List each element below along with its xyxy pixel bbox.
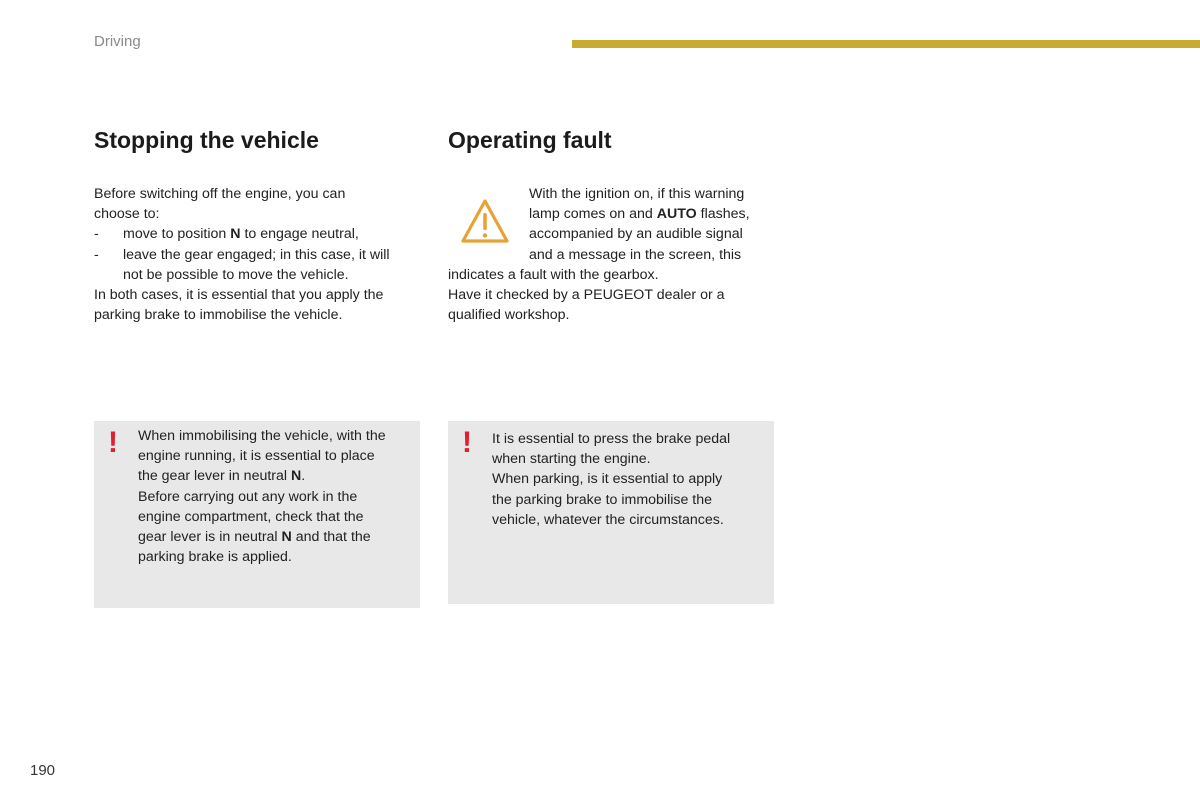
gear-position: N: [291, 468, 302, 485]
outro-line: In both cases, it is essential that you apply the: [94, 287, 384, 304]
warning-note-text: [492, 429, 772, 530]
body-text-part: lamp comes on and: [529, 206, 657, 223]
warning-triangle-icon: [460, 197, 510, 245]
body-line: With the ignition on, if this warning: [529, 186, 745, 202]
body-line: and a message in the screen, this: [529, 246, 742, 263]
body-text-part: flashes,: [696, 206, 750, 223]
gear-position: N: [230, 226, 241, 243]
page-number: 190: [30, 762, 56, 779]
stopping-vehicle-heading: Stopping the vehicle: [94, 127, 319, 153]
header-accent-rule: [572, 40, 1200, 48]
note-line: [138, 527, 418, 547]
body-line: qualified workshop.: [448, 307, 570, 324]
note-line: Before carrying out any work in the: [138, 488, 358, 505]
list-item: [94, 245, 424, 285]
note-text-part: .: [301, 468, 306, 485]
body-line: indicates a fault with the gearbox.: [448, 267, 659, 283]
body-line: [529, 204, 779, 224]
note-line: When parking, is it essential to apply: [492, 471, 723, 488]
gear-position: N: [281, 529, 292, 546]
intro-line: Before switching off the engine, you can: [94, 186, 346, 202]
note-line: engine compartment, check that the: [138, 508, 364, 525]
list-item-text: to engage neutral,: [240, 226, 359, 243]
bullet-dash: -: [94, 226, 99, 243]
list-item-text: not be possible to move the vehicle.: [123, 266, 349, 283]
note-line: parking brake is applied.: [138, 549, 292, 566]
body-line: Have it checked by a PEUGEOT dealer or a: [448, 287, 725, 304]
list-item: [94, 224, 424, 244]
note-line: vehicle, whatever the circumstances.: [492, 511, 724, 528]
note-line: When immobilising the vehicle, with the: [138, 428, 386, 444]
note-line: [138, 466, 418, 486]
note-line: when starting the engine.: [492, 451, 651, 468]
exclamation-icon: !: [108, 426, 118, 459]
body-line: accompanied by an audible signal: [529, 226, 743, 243]
note-text-part: the gear lever in neutral: [138, 468, 292, 485]
exclamation-icon: !: [462, 426, 472, 459]
warning-note-text: [138, 426, 418, 567]
outro-line: parking brake to immobilise the vehicle.: [94, 307, 343, 324]
auto-label: AUTO: [656, 206, 697, 223]
note-text-part: gear lever is in neutral: [138, 529, 282, 546]
operating-fault-heading: Operating fault: [448, 127, 612, 153]
operating-fault-body: [448, 265, 778, 326]
intro-line: choose to:: [94, 206, 160, 223]
bullet-dash: -: [94, 246, 99, 263]
note-line: the parking brake to immobilise the: [492, 491, 713, 508]
note-text-part: and that the: [291, 529, 371, 546]
list-item-text: leave the gear engaged; in this case, it will: [123, 246, 390, 263]
note-line: engine running, it is essential to place: [138, 448, 375, 465]
list-item-text: move to position: [123, 226, 231, 243]
stopping-vehicle-body: [94, 184, 424, 325]
operating-fault-body-wrapped: [529, 184, 779, 265]
note-line: It is essential to press the brake pedal: [492, 431, 731, 447]
section-label: Driving: [94, 33, 141, 50]
